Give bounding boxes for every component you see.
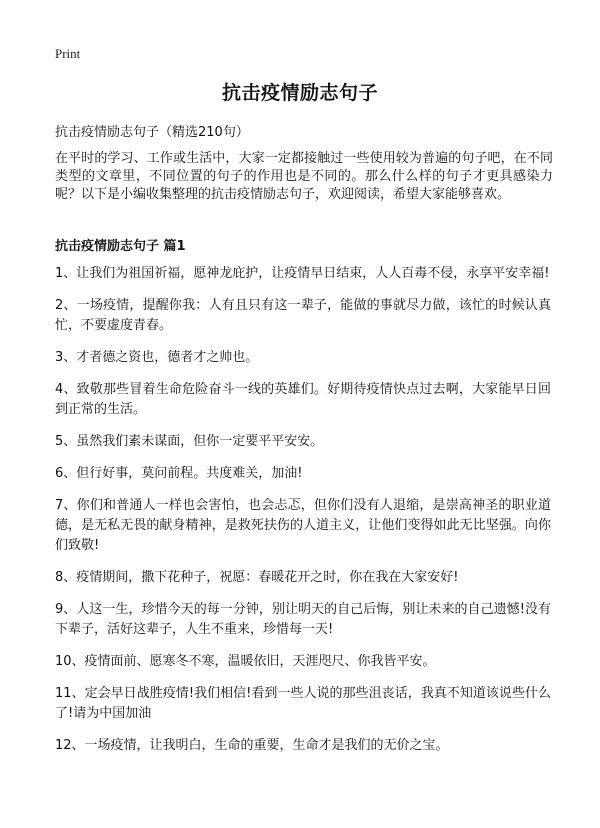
page-title: 抗击疫情励志句子 — [221, 82, 378, 104]
intro-paragraph: 在平时的学习、工作或生活中，大家一定都接触过一些使用较为普遍的句子吧，在不同类型的文章里，不同位置的句子的作用也是不同的。那么什么样的句子才更具感染力呢？以下是小编收集整理的抗击疫情励志句子，欢迎阅读，希望大家能够喜欢。 — [55, 151, 553, 202]
sentence-item: 11、定会早日战胜疫情!我们相信!看到一些人说的那些沮丧话，我真不知道该说些什么了!请为中国加油 — [55, 686, 551, 721]
sentence-item: 7、你们和普通人一样也会害怕，也会忐忑，但你们没有人退缩，是崇高神圣的职业道德，是无私无畏的献身精神，是救死扶伤的人道主义，让他们变得如此无比坚强。向你们致敬! — [55, 498, 551, 553]
sentence-list — [55, 264, 551, 768]
sentence-item: 5、虽然我们素未谋面，但你一定要平平安安。 — [55, 434, 324, 449]
sentence-item: 1、让我们为祖国祈福，愿神龙庇护，让疫情早日结束，人人百毒不侵，永享平安幸福! — [55, 266, 550, 281]
sentence-item: 4、致敬那些冒着生命危险奋斗一线的英雄们。好期待疫情快点过去啊，大家能早日回到正常的生活。 — [55, 382, 551, 417]
sentence-item: 6、但行好事，莫问前程。共度难关，加油! — [55, 466, 303, 481]
sentence-item: 3、才者德之资也，德者才之帅也。 — [55, 350, 259, 365]
sentence-item: 12、一场疫情，让我明白，生命的重要，生命才是我们的无价之宝。 — [55, 738, 449, 753]
subtitle: 抗击疫情励志句子（精选210句） — [55, 125, 249, 140]
sentence-item: 8、疫情期间，撒下花种子，祝愿：春暖花开之时，你在我在大家安好! — [55, 570, 459, 585]
section-heading: 抗击疫情励志句子 篇1 — [55, 239, 186, 254]
sentence-item: 9、人这一生，珍惜今天的每一分钟，别让明天的自己后悔，别让未来的自己遗憾!没有下辈子，活好这辈子，人生不重来，珍惜每一天! — [55, 602, 551, 637]
print-link[interactable]: Print — [55, 46, 81, 61]
sentence-item: 10、疫情面前、愿寒冬不寒，温暖依旧，天涯咫尺、你我皆平安。 — [55, 654, 436, 669]
sentence-item: 2、一场疫情，提醒你我：人有且只有这一辈子，能做的事就尽力做，该忙的时候认真忙，不要虚度青春。 — [55, 298, 551, 333]
